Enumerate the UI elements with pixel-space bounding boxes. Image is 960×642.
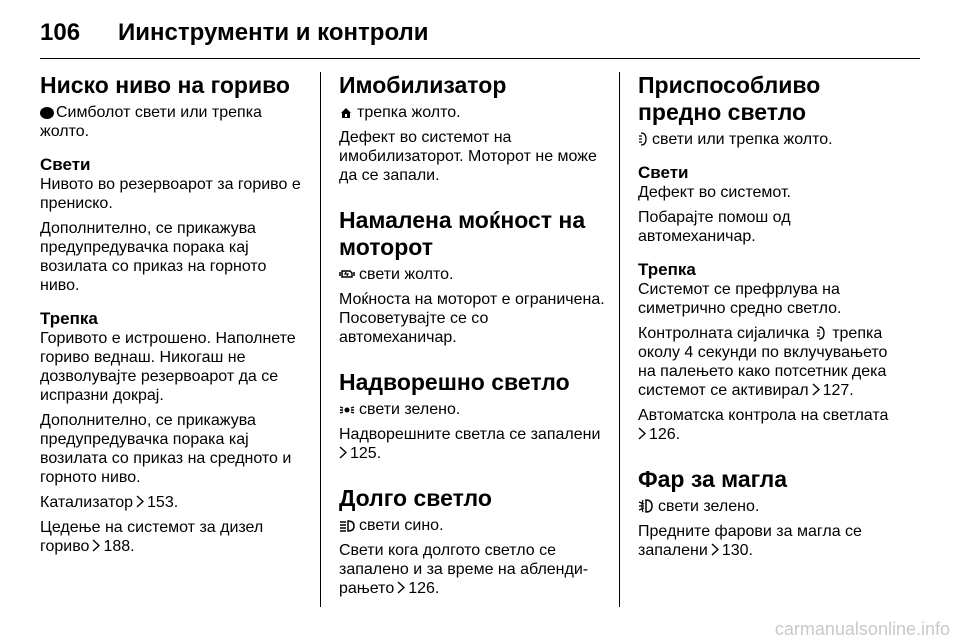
paragraph xyxy=(339,425,607,463)
paragraph xyxy=(339,265,607,284)
page-reference[interactable]: 188. xyxy=(103,538,135,555)
text: свети жолто. xyxy=(359,266,454,283)
text: свети зелено. xyxy=(359,401,461,418)
paragraph: Дополнително, се прикажува предупредувачка порака кај возилата со приказ на горното ниво. xyxy=(40,220,267,294)
text: Контролната сијаличка xyxy=(638,325,810,342)
paragraph xyxy=(339,103,607,122)
exterior-light-icon xyxy=(339,404,355,416)
text: Автоматска контрола на светлата xyxy=(638,407,889,424)
section-title-high-beam: Долго светло xyxy=(339,485,492,511)
paragraph: Дефект во системот. xyxy=(638,184,791,201)
front-fog-light-icon xyxy=(638,499,654,513)
page-reference-arrow-icon xyxy=(711,543,719,556)
section-title-low-fuel: Ниско ниво на гориво xyxy=(40,72,290,98)
text: Симболот свети или трепка жолто. xyxy=(40,104,262,140)
paragraph: Дефект во системот на имобилизаторот. Моторот не може да се запали. xyxy=(339,129,597,184)
paragraph xyxy=(40,518,308,556)
paragraph xyxy=(638,497,906,516)
text: трепка жолто. xyxy=(357,104,461,121)
page-header xyxy=(40,14,920,52)
column-immobiliser xyxy=(339,66,607,604)
page-reference-arrow-icon xyxy=(397,581,405,594)
column-low-fuel xyxy=(40,66,308,562)
paragraph xyxy=(638,522,906,560)
high-beam-icon xyxy=(339,520,355,532)
paragraph: Нивото во резервоарот за гориво е прениско. xyxy=(40,176,301,212)
paragraph xyxy=(339,541,607,598)
paragraph xyxy=(339,400,607,419)
reduced-engine-power-icon xyxy=(339,267,355,281)
paragraph: Моќноста на моторот е ограничена. Посоветувајте се со автомеханичар. xyxy=(339,291,605,346)
text: Цедење на системот за дизел гориво xyxy=(40,519,264,555)
page-reference[interactable]: 127. xyxy=(822,382,854,399)
page-reference-arrow-icon xyxy=(638,427,646,440)
adaptive-light-icon xyxy=(638,132,648,146)
page-reference[interactable]: 126. xyxy=(649,426,681,443)
text: свети или трепка жолто. xyxy=(652,131,833,148)
page-reference-arrow-icon xyxy=(92,539,100,552)
subheading-flash: Трепка xyxy=(40,309,98,328)
section-title-exterior-light: Надворешно светло xyxy=(339,369,570,395)
watermark: carmanualsonline.info xyxy=(774,619,950,639)
paragraph: Дополнително, се прикажува предупредувачка порака кај возилата со приказ на средното и горното ниво. xyxy=(40,412,292,486)
text: свети зелено. xyxy=(658,498,760,515)
paragraph xyxy=(339,516,607,535)
page-reference-arrow-icon xyxy=(136,495,144,508)
paragraph: Системот се префрлува на симетрично средно светло. xyxy=(638,281,842,317)
fuel-warning-icon xyxy=(40,107,54,119)
chapter-title: Иинструменти и контроли xyxy=(118,19,429,46)
paragraph xyxy=(638,406,906,444)
page-reference[interactable]: 130. xyxy=(721,542,753,559)
page-number: 106 xyxy=(40,19,81,46)
subheading-lit: Свети xyxy=(40,155,91,174)
immobiliser-icon xyxy=(339,105,353,119)
paragraph xyxy=(638,324,906,400)
column-separator xyxy=(619,72,620,607)
page-reference-arrow-icon xyxy=(339,446,347,459)
paragraph: Побарајте помош од автомеханичар. xyxy=(638,209,791,245)
paragraph xyxy=(40,103,308,141)
section-title-engine-power: Намалена моќност на моторот xyxy=(339,207,586,260)
column-separator xyxy=(320,72,321,607)
text: Свети кога долгото светло се запалено и за време на аблендирањето xyxy=(339,542,589,597)
text: Надворешните светла се запалени xyxy=(339,426,601,443)
text: свети сино. xyxy=(359,517,444,534)
page-reference[interactable]: 153. xyxy=(147,494,179,511)
section-title-fog-light: Фар за магла xyxy=(638,466,788,492)
paragraph xyxy=(40,493,308,512)
text: трепка околу 4 секунди по вклучувањето на палењето како потсетник дека системот се активирал xyxy=(638,325,888,399)
text: Предните фарови за магла се запалени xyxy=(638,523,862,559)
header-rule xyxy=(40,58,920,59)
text: Катализатор xyxy=(40,494,134,511)
section-title-adaptive-light: Приспособливо предно светло xyxy=(638,72,821,125)
subheading-flash: Трепка xyxy=(638,260,696,279)
paragraph xyxy=(638,130,906,149)
page-reference[interactable]: 126. xyxy=(408,580,440,597)
page-reference[interactable]: 125. xyxy=(350,445,382,462)
paragraph: Горивото е истрошено. Наполнете гориво веднаш. Никогаш не дозволувајте резервоарот да се испразни докрај. xyxy=(40,330,296,404)
adaptive-light-icon xyxy=(816,326,826,340)
column-adaptive-light xyxy=(638,66,906,566)
subheading-lit: Свети xyxy=(638,163,689,182)
section-title-immobiliser: Имобилизатор xyxy=(339,72,507,98)
page-reference-arrow-icon xyxy=(812,383,820,396)
